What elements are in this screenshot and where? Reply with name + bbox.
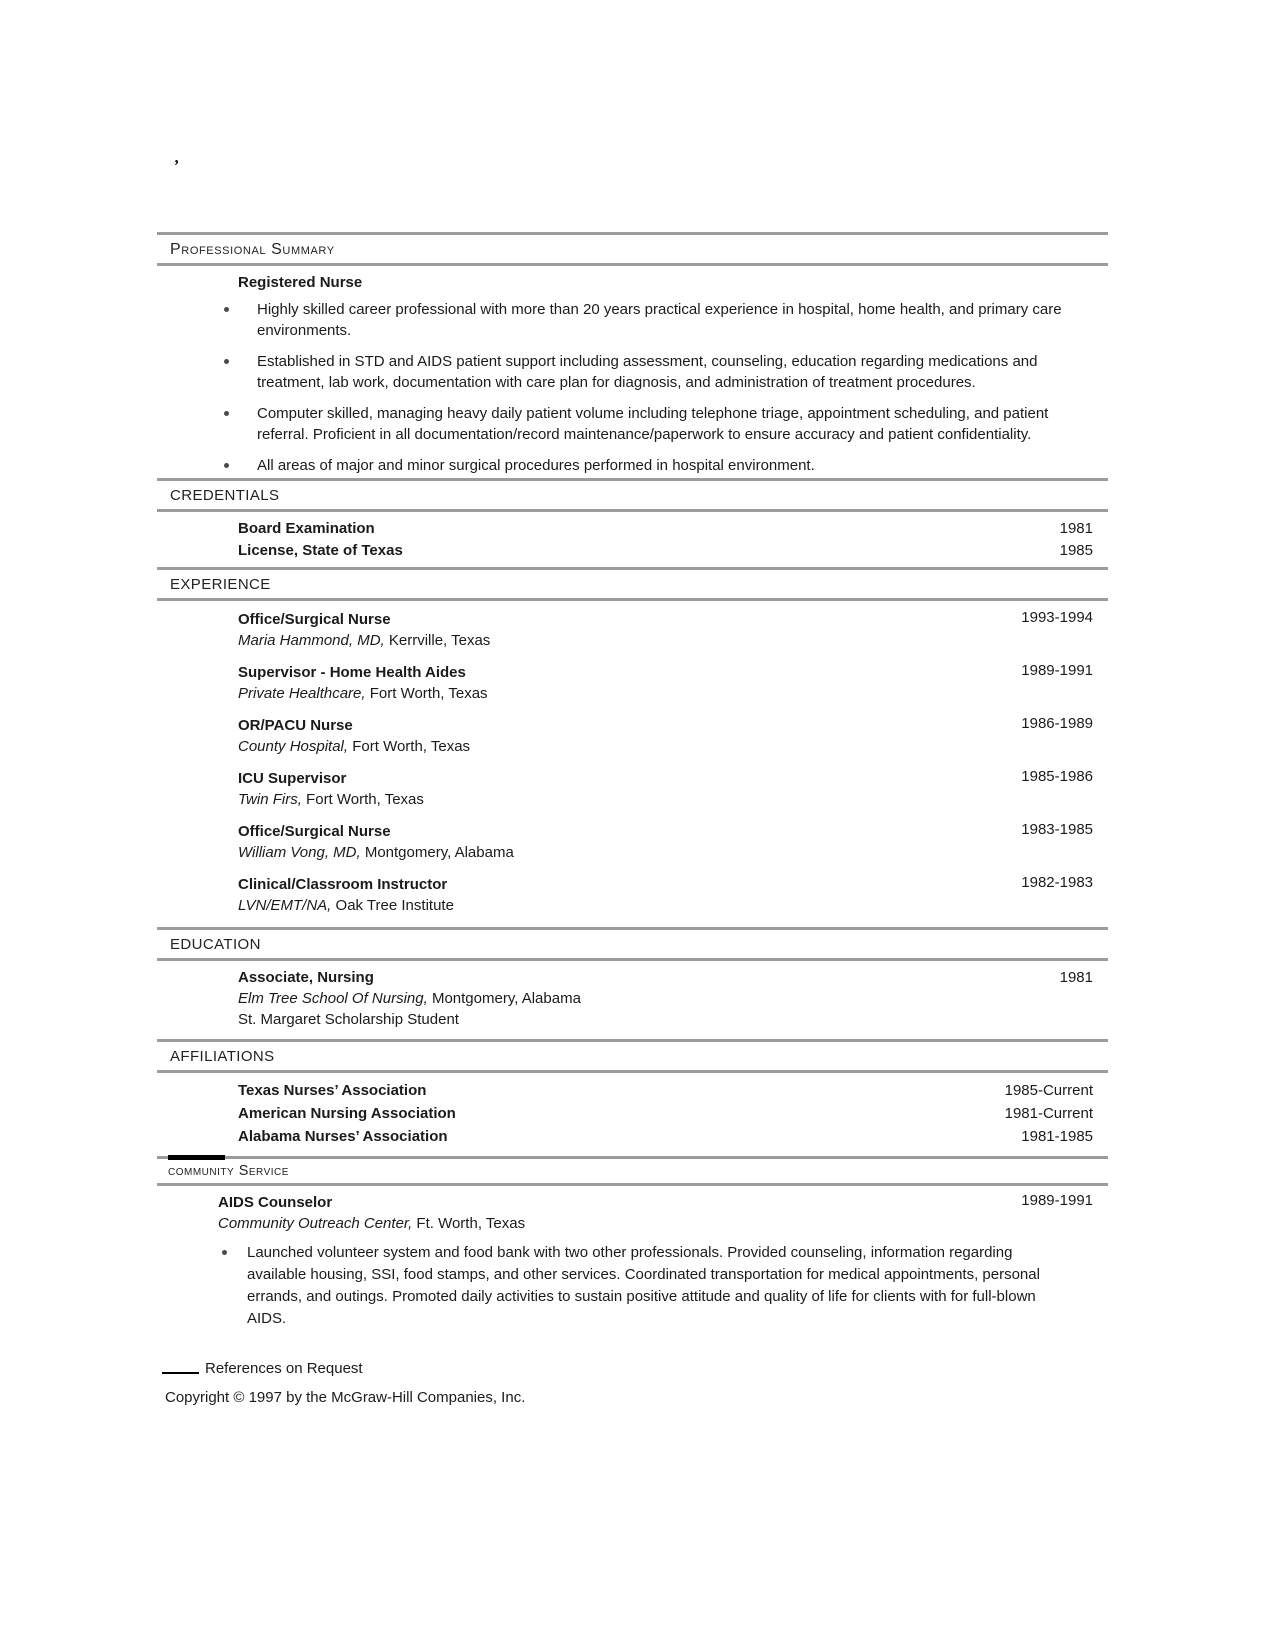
job-title-row xyxy=(238,768,1108,789)
education-note: St. Margaret Scholarship Student xyxy=(238,1011,459,1028)
affiliation-row xyxy=(238,1125,1108,1148)
stray-apostrophe-mark: ’ xyxy=(173,156,179,175)
divider xyxy=(157,232,1108,235)
school-location: Montgomery, Alabama xyxy=(427,990,581,1007)
affiliations-body xyxy=(238,1079,1108,1148)
job-org: Twin Firs, xyxy=(238,791,302,808)
section-education-header xyxy=(157,927,1108,961)
job-subtitle xyxy=(238,683,1108,704)
job-org: County Hospital, xyxy=(238,738,349,755)
credential-label: License, State of Texas xyxy=(238,542,403,559)
divider xyxy=(157,598,1108,601)
job-title: OR/PACU Nurse xyxy=(238,717,353,734)
education-body xyxy=(238,967,1108,1030)
job-location: Fort Worth, Texas xyxy=(365,685,488,702)
section-title-credentials: CREDENTIALS xyxy=(170,487,280,504)
references-row xyxy=(157,1358,1108,1379)
section-title-community-service: community Service xyxy=(168,1163,289,1179)
section-title-education: EDUCATION xyxy=(170,936,261,953)
credential-label: Board Examination xyxy=(238,520,375,537)
affiliation-row xyxy=(238,1102,1108,1125)
scan-artifact-black-line xyxy=(168,1155,225,1160)
experience-entry xyxy=(238,609,1108,651)
divider xyxy=(157,478,1108,481)
job-org: Maria Hammond, MD, xyxy=(238,632,385,649)
divider xyxy=(157,958,1108,961)
cs-role-title: AIDS Counselor xyxy=(218,1194,333,1211)
job-dates: 1989-1991 xyxy=(1021,662,1093,679)
job-title-row xyxy=(238,874,1108,895)
experience-body xyxy=(238,609,1108,916)
cs-org: Community Outreach Center, xyxy=(218,1215,413,1232)
references-note: References on Request xyxy=(205,1360,363,1377)
section-title-affiliations: AFFILIATIONS xyxy=(170,1048,275,1065)
job-title-row xyxy=(238,662,1108,683)
job-dates: 1993-1994 xyxy=(1021,609,1093,626)
section-professional-summary-header xyxy=(157,232,1108,266)
section-credentials-header xyxy=(157,478,1108,512)
scan-artifact-underline xyxy=(162,1372,199,1374)
copyright-line: Copyright © 1997 by the McGraw-Hill Companies, Inc. xyxy=(165,1389,526,1406)
job-location: Fort Worth, Texas xyxy=(348,738,471,755)
education-date: 1981 xyxy=(1059,969,1093,986)
section-affiliations-header xyxy=(157,1039,1108,1073)
cs-dates: 1989-1991 xyxy=(1021,1192,1093,1209)
section-title-experience: EXPERIENCE xyxy=(170,576,271,593)
experience-entry xyxy=(238,821,1108,863)
cs-title-row xyxy=(218,1192,1108,1213)
job-subtitle xyxy=(238,736,1108,757)
credential-row xyxy=(238,540,1108,562)
job-dates: 1982-1983 xyxy=(1021,874,1093,891)
experience-entry xyxy=(238,768,1108,810)
divider xyxy=(157,567,1108,570)
job-dates: 1986-1989 xyxy=(1021,715,1093,732)
section-experience-header xyxy=(157,567,1108,601)
credential-row xyxy=(238,518,1108,540)
divider xyxy=(157,1156,1108,1159)
section-community-service-header xyxy=(157,1156,1108,1186)
job-org: Private Healthcare, xyxy=(238,685,366,702)
affiliation-name: Alabama Nurses’ Association xyxy=(238,1128,448,1145)
divider xyxy=(157,1039,1108,1042)
affiliation-dates: 1985-Current xyxy=(1004,1082,1093,1099)
job-title: Office/Surgical Nurse xyxy=(238,823,391,840)
divider xyxy=(157,1183,1108,1186)
divider xyxy=(157,1070,1108,1073)
affiliation-dates: 1981-Current xyxy=(1004,1105,1093,1122)
job-title-row xyxy=(238,609,1108,630)
job-title-row xyxy=(238,821,1108,842)
job-location: Montgomery, Alabama xyxy=(360,844,514,861)
job-org: William Vong, MD, xyxy=(238,844,361,861)
job-location: Oak Tree Institute xyxy=(331,897,454,914)
job-title: ICU Supervisor xyxy=(238,770,347,787)
job-subtitle xyxy=(238,789,1108,810)
education-school-row xyxy=(238,988,1108,1009)
affiliation-name: American Nursing Association xyxy=(238,1105,456,1122)
summary-bullet: Highly skilled career professional with more than 20 years practical experience in hospital, home health, and primary care environments. xyxy=(257,299,1102,341)
job-title: Office/Surgical Nurse xyxy=(238,611,391,628)
affiliation-dates: 1981-1985 xyxy=(1021,1128,1093,1145)
job-title: Supervisor - Home Health Aides xyxy=(238,664,466,681)
section-title-professional-summary: Professional Summary xyxy=(170,241,335,258)
job-location: Kerrville, Texas xyxy=(384,632,491,649)
cs-org-location: Ft. Worth, Texas xyxy=(412,1215,526,1232)
job-location: Fort Worth, Texas xyxy=(301,791,424,808)
job-dates: 1985-1986 xyxy=(1021,768,1093,785)
summary-bullet: Computer skilled, managing heavy daily patient volume including telephone triage, appointment scheduling, and patient referral. Proficient in all documentation/record maintenance/paperwork to ensure accuracy and patient confidentiality. xyxy=(257,403,1102,445)
affiliation-row xyxy=(238,1079,1108,1102)
cs-bullet: Launched volunteer system and food bank with two other professionals. Provided counseling, information regarding available housing, SSI, food stamps, and other services. Coordinated transportation for medical appointments, personal errands, and outings. Promoted daily activities to sustain positive attitude and quality of life for clients with for full-blown AIDS. xyxy=(247,1242,1067,1330)
divider xyxy=(157,509,1108,512)
summary-bullet: All areas of major and minor surgical procedures performed in hospital environment. xyxy=(257,455,1102,476)
cs-bullet-list xyxy=(218,1242,1108,1330)
job-subtitle xyxy=(238,895,1108,916)
professional-summary-body xyxy=(157,272,1108,476)
divider xyxy=(157,927,1108,930)
credential-date: 1985 xyxy=(1059,542,1093,559)
job-objective-title: Registered Nurse xyxy=(238,274,363,291)
job-title: Clinical/Classroom Instructor xyxy=(238,876,448,893)
resume-content xyxy=(157,232,1108,1408)
credentials-body xyxy=(238,518,1108,562)
summary-bullet: Established in STD and AIDS patient support including assessment, counseling, education regarding medications and treatment, lab work, documentation with care plan for diagnosis, and administration of treatment procedures. xyxy=(257,351,1102,393)
community-service-body xyxy=(218,1192,1108,1330)
divider xyxy=(157,263,1108,266)
experience-entry xyxy=(238,662,1108,704)
degree-title: Associate, Nursing xyxy=(238,969,374,986)
job-subtitle xyxy=(238,842,1108,863)
affiliation-name: Texas Nurses’ Association xyxy=(238,1082,427,1099)
education-title-row xyxy=(238,967,1108,988)
cs-subtitle xyxy=(218,1213,1108,1234)
job-dates: 1983-1985 xyxy=(1021,821,1093,838)
school-name: Elm Tree School Of Nursing, xyxy=(238,990,428,1007)
experience-entry xyxy=(238,874,1108,916)
job-title-row xyxy=(238,715,1108,736)
credential-date: 1981 xyxy=(1059,520,1093,537)
experience-entry xyxy=(238,715,1108,757)
job-org: LVN/EMT/NA, xyxy=(238,897,332,914)
job-subtitle xyxy=(238,630,1108,651)
summary-bullet-list xyxy=(157,299,1108,476)
